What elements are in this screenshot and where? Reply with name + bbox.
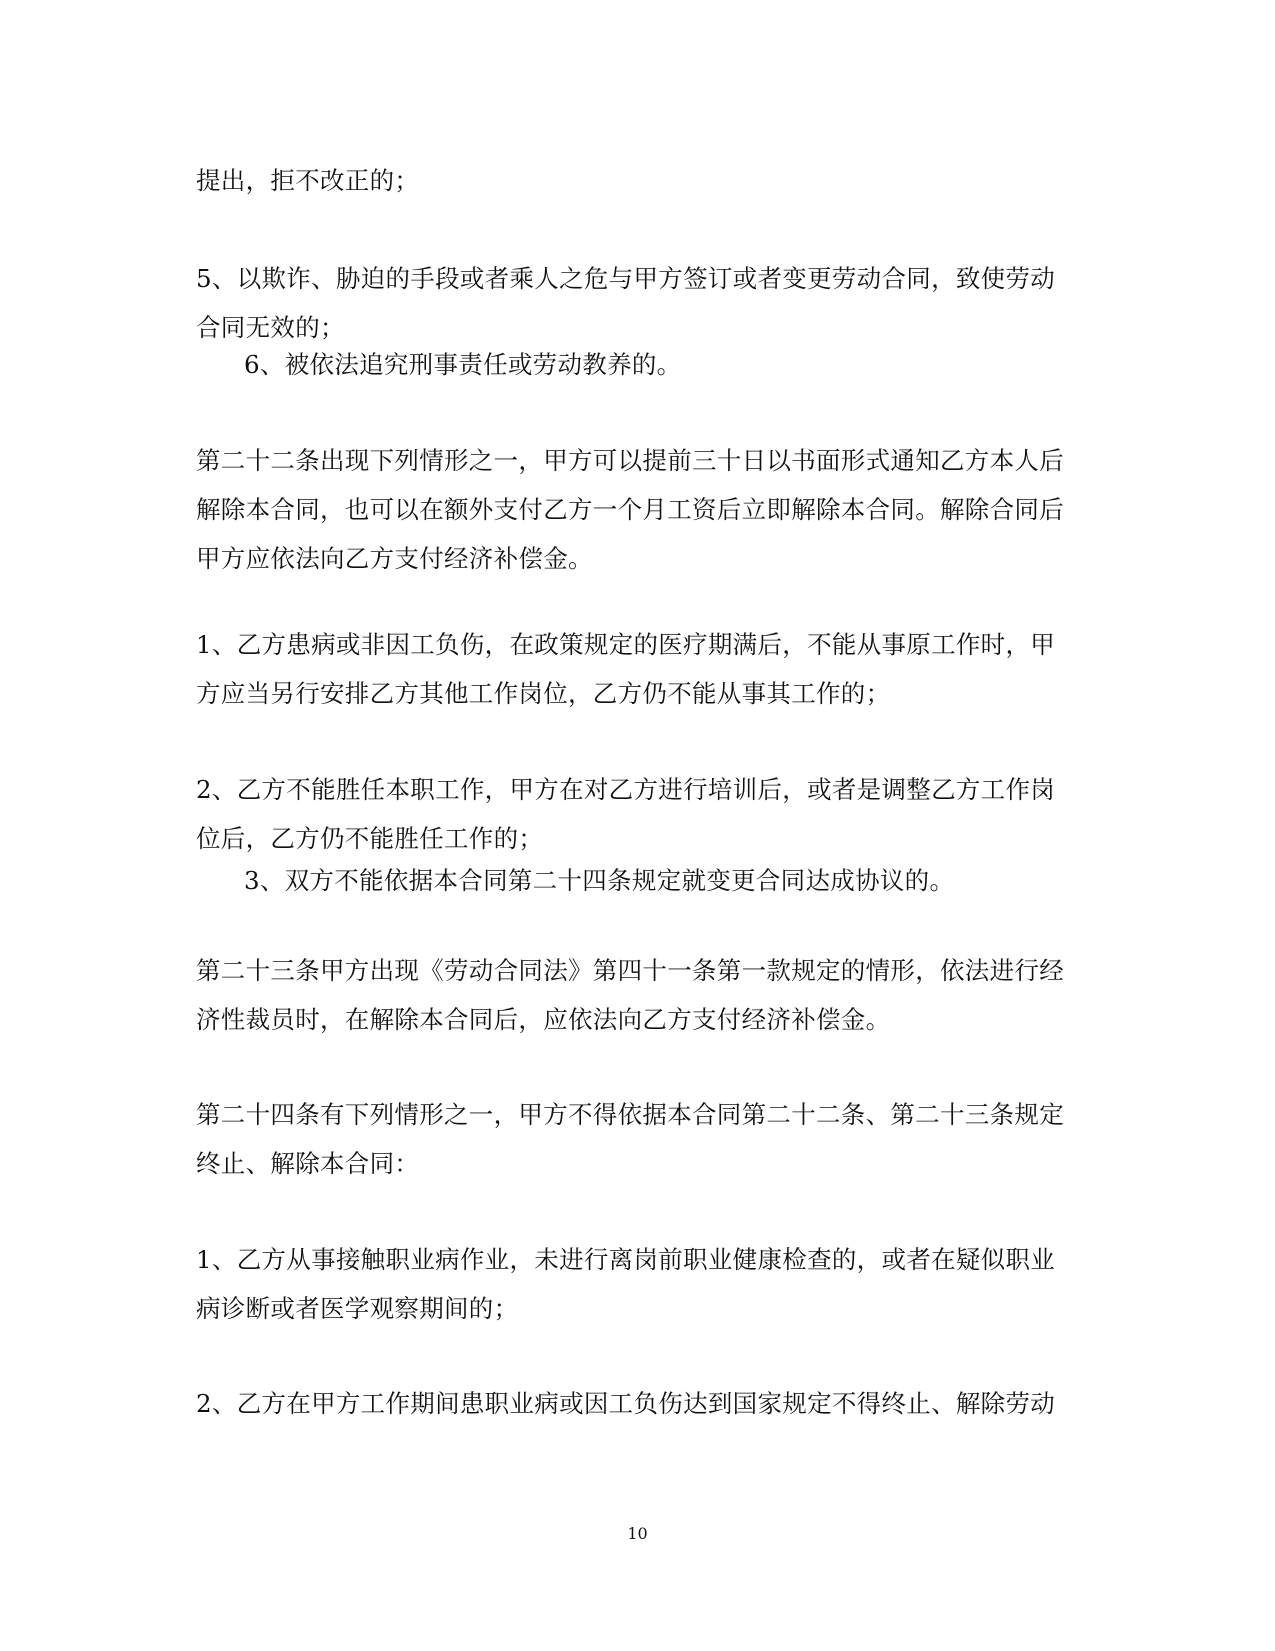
paragraph-article-23: 第二十三条甲方出现《劳动合同法》第四十一条第一款规定的情形，依法进行经济性裁员时，在解除本合同后，应依法向乙方支付经济补偿金。 (196, 956, 1064, 1034)
paragraph-article-24-item-2: 2、乙方在甲方工作期间患职业病或因工负伤达到国家规定不得终止、解除劳动 (196, 1389, 1056, 1418)
paragraph-article-24-item-1: 1、乙方从事接触职业病作业，未进行离岗前职业健康检查的，或者在疑似职业病诊断或者医学观察期间的； (196, 1245, 1056, 1323)
paragraph-clause-continuation: 提出，拒不改正的； (196, 166, 420, 195)
paragraph-article-22: 第二十二条出现下列情形之一，甲方可以提前三十日以书面形式通知乙方本人后解除本合同，也可以在额外支付乙方一个月工资后立即解除本合同。解除合同后甲方应依法向乙方支付经济补偿金。 (196, 446, 1064, 573)
paragraph-article-24: 第二十四条有下列情形之一，甲方不得依据本合同第二十二条、第二十三条规定终止、解除本合同： (196, 1100, 1064, 1178)
paragraph-article-22-item-3: 3、双方不能依据本合同第二十四条规定就变更合同达成协议的。 (244, 866, 955, 895)
paragraph-article-22-item-1: 1、乙方患病或非因工负伤，在政策规定的医疗期满后，不能从事原工作时，甲方应当另行安排乙方其他工作岗位，乙方仍不能从事其工作的； (196, 630, 1056, 708)
page-number: 10 (627, 1524, 648, 1543)
paragraph-article-22-item-2: 2、乙方不能胜任本职工作，甲方在对乙方进行培训后，或者是调整乙方工作岗位后，乙方仍不能胜任工作的； (196, 775, 1056, 853)
paragraph-item-5: 5、以欺诈、胁迫的手段或者乘人之危与甲方签订或者变更劳动合同，致使劳动合同无效的； (196, 264, 1056, 342)
paragraph-item-6: 6、被依法追究刑事责任或劳动教养的。 (244, 350, 682, 379)
